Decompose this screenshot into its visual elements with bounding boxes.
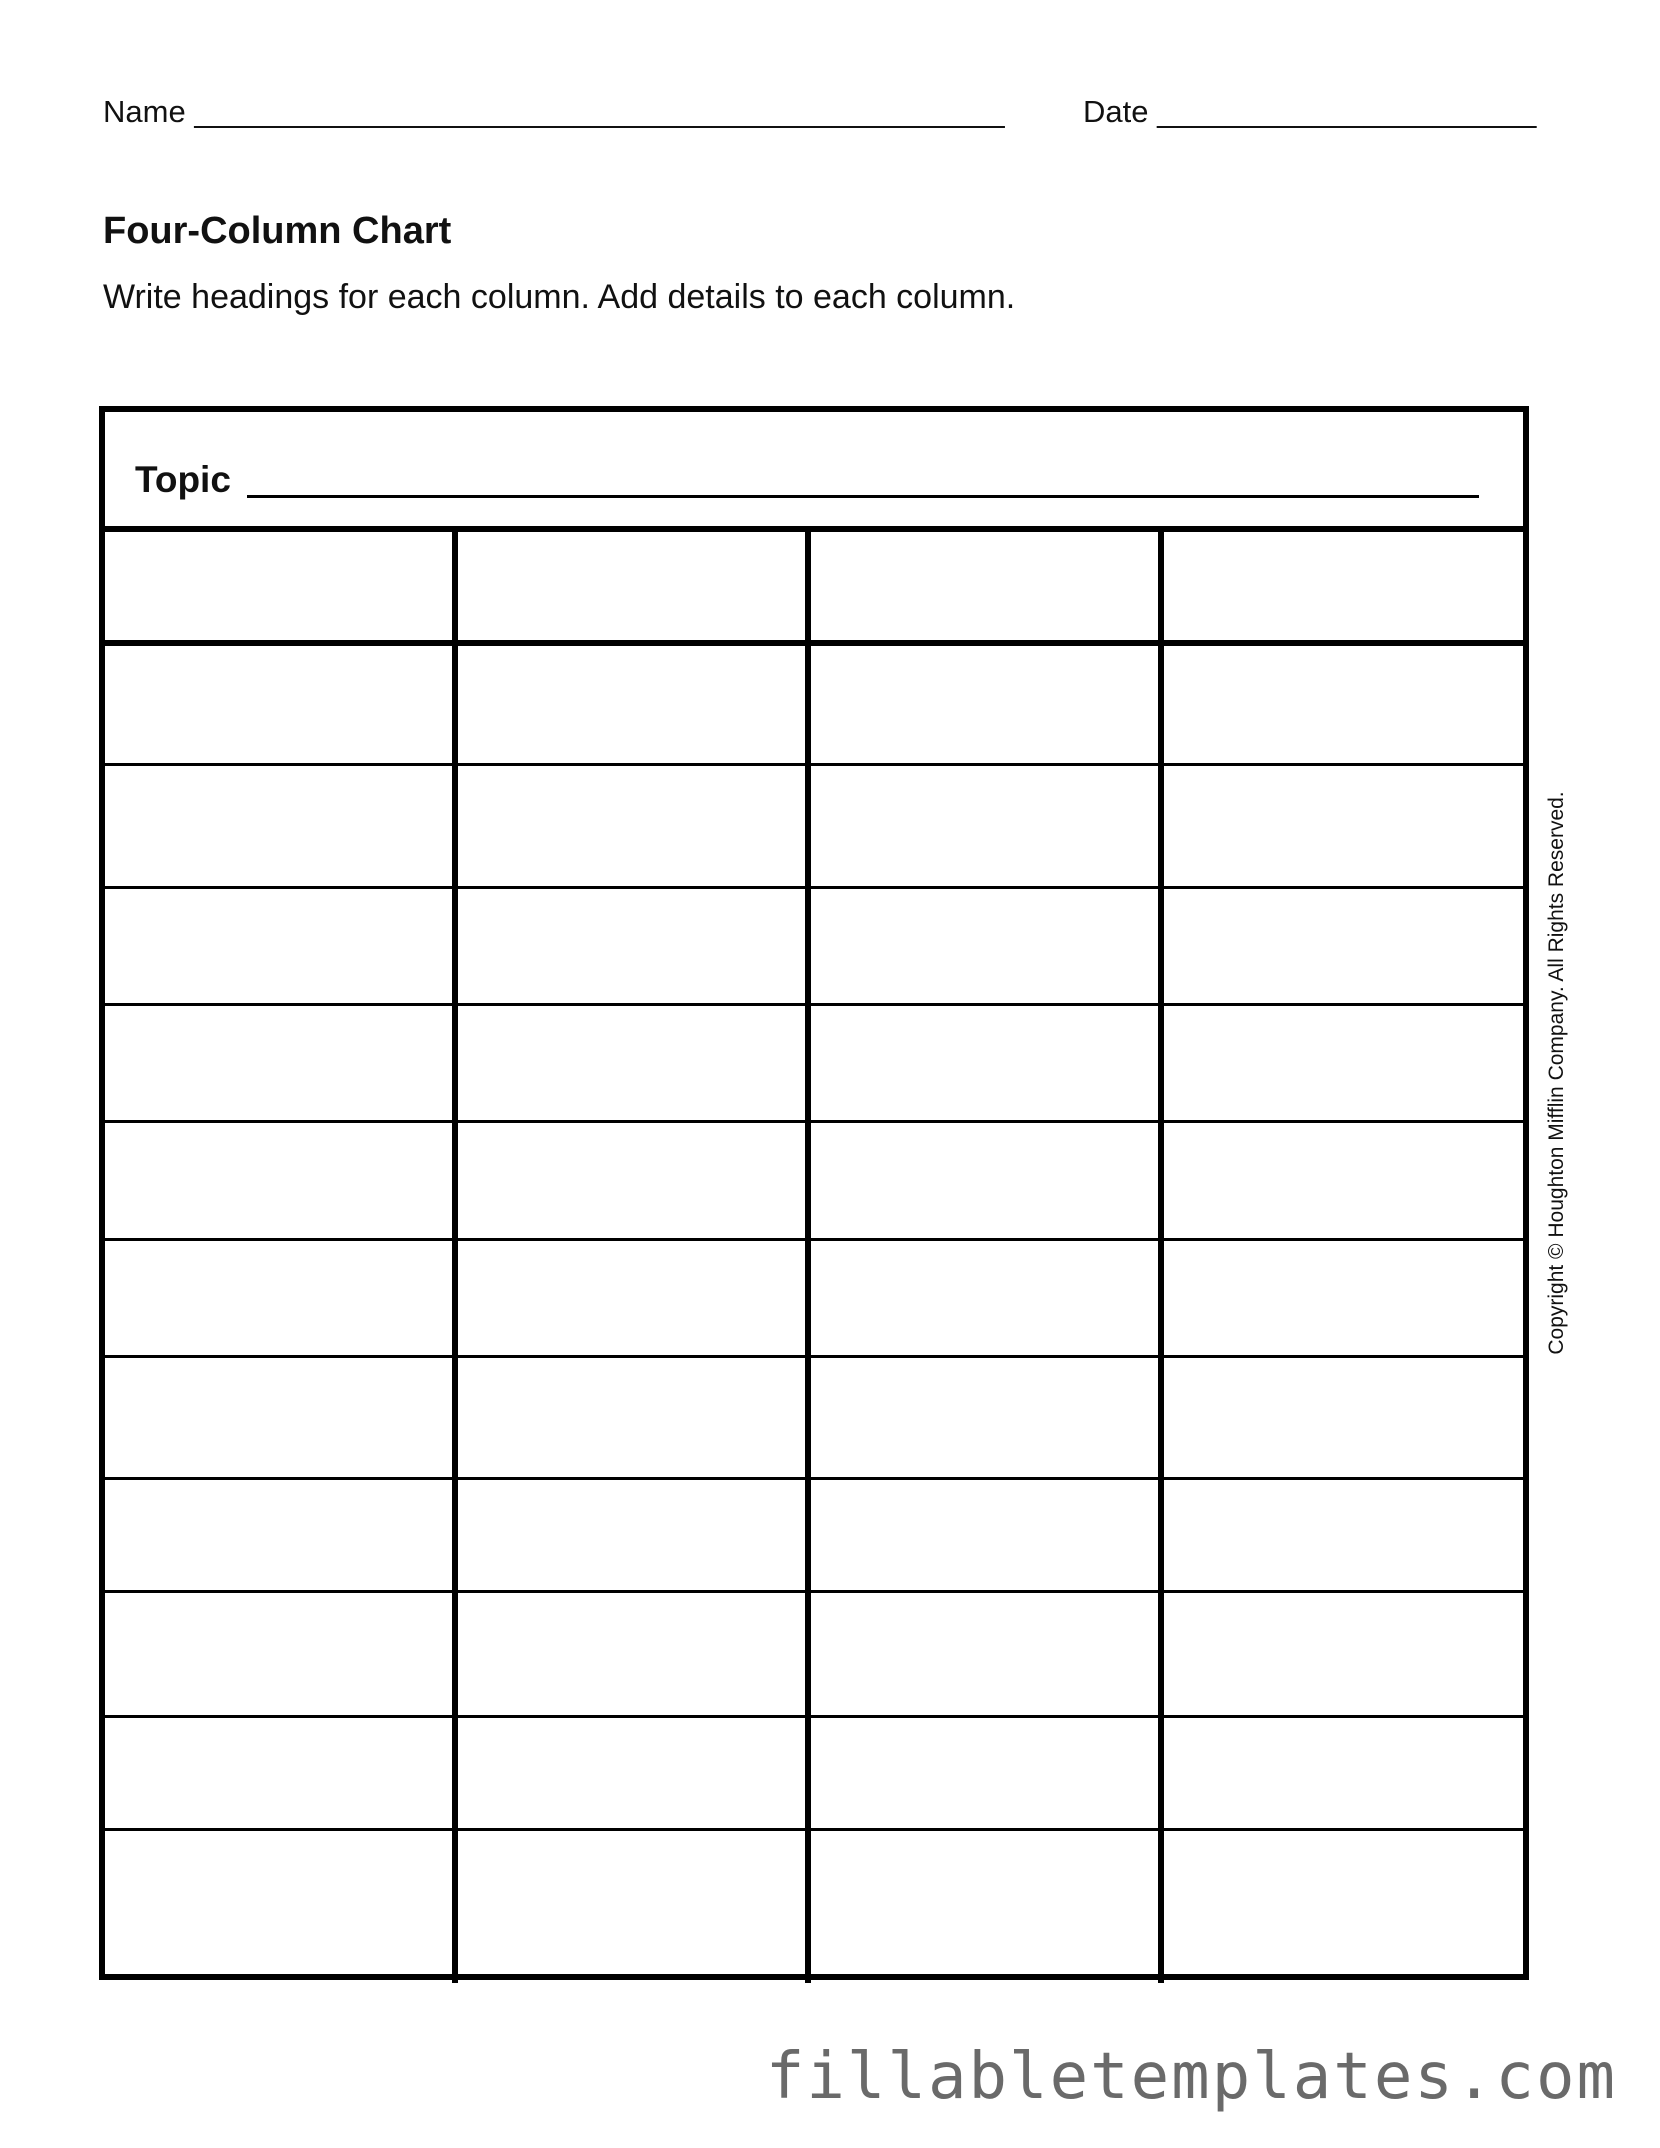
row-divider xyxy=(99,1355,1529,1358)
detail-cell[interactable] xyxy=(105,644,452,761)
detail-cell[interactable] xyxy=(105,1124,452,1236)
detail-cell[interactable] xyxy=(105,1359,452,1475)
topic-input-line[interactable] xyxy=(247,495,1479,498)
detail-cell[interactable] xyxy=(1164,644,1523,761)
detail-cell[interactable] xyxy=(458,1007,805,1118)
detail-cell[interactable] xyxy=(458,1481,805,1588)
detail-cell[interactable] xyxy=(811,1007,1158,1118)
detail-cell[interactable] xyxy=(811,1124,1158,1236)
detail-cell[interactable] xyxy=(1164,1124,1523,1236)
detail-cell[interactable] xyxy=(458,1594,805,1713)
row-divider xyxy=(99,1590,1529,1593)
detail-cell[interactable] xyxy=(458,1242,805,1353)
detail-cell[interactable] xyxy=(105,1719,452,1826)
detail-cell[interactable] xyxy=(458,1124,805,1236)
detail-cell[interactable] xyxy=(1164,1007,1523,1118)
detail-cell[interactable] xyxy=(811,1481,1158,1588)
row-divider xyxy=(99,1238,1529,1241)
column-heading-cell[interactable] xyxy=(458,536,805,638)
detail-cell[interactable] xyxy=(1164,890,1523,1001)
detail-cell[interactable] xyxy=(105,890,452,1001)
detail-cell[interactable] xyxy=(105,1242,452,1353)
date-label: Date xyxy=(1083,94,1149,129)
detail-cell[interactable] xyxy=(105,1594,452,1713)
row-divider xyxy=(99,763,1529,766)
row-divider-thick xyxy=(99,526,1529,532)
row-divider xyxy=(99,886,1529,889)
detail-cell[interactable] xyxy=(811,767,1158,884)
detail-cell[interactable] xyxy=(105,767,452,884)
detail-cell[interactable] xyxy=(1164,1359,1523,1475)
name-label: Name xyxy=(103,94,186,129)
detail-cell[interactable] xyxy=(1164,1719,1523,1826)
column-heading-cell[interactable] xyxy=(1164,536,1523,638)
detail-cell[interactable] xyxy=(811,890,1158,1001)
row-divider xyxy=(99,1120,1529,1123)
date-blank[interactable]: ______________________ xyxy=(1157,94,1537,129)
detail-cell[interactable] xyxy=(811,1242,1158,1353)
row-divider xyxy=(99,1828,1529,1831)
detail-cell[interactable] xyxy=(1164,1594,1523,1713)
detail-cell[interactable] xyxy=(1164,1242,1523,1353)
detail-cell[interactable] xyxy=(458,1832,805,1972)
detail-cell[interactable] xyxy=(1164,1832,1523,1972)
page-title: Four-Column Chart xyxy=(103,210,452,252)
date-field[interactable] xyxy=(1083,94,1536,130)
detail-cell[interactable] xyxy=(811,1832,1158,1972)
detail-cell[interactable] xyxy=(811,1719,1158,1826)
detail-cell[interactable] xyxy=(811,1359,1158,1475)
row-divider xyxy=(99,1715,1529,1718)
detail-cell[interactable] xyxy=(1164,767,1523,884)
name-field[interactable] xyxy=(103,94,1005,130)
detail-cell[interactable] xyxy=(458,890,805,1001)
copyright-notice: Copyright © Houghton Mifflin Company. All Rights Reserved. xyxy=(1545,791,1568,1355)
detail-cell[interactable] xyxy=(1164,1481,1523,1588)
detail-cell[interactable] xyxy=(105,1832,452,1972)
topic-label: Topic xyxy=(135,459,231,500)
instructions: Write headings for each column. Add details to each column. xyxy=(103,278,1016,316)
detail-cell[interactable] xyxy=(105,1007,452,1118)
column-heading-cell[interactable] xyxy=(105,536,452,638)
detail-cell[interactable] xyxy=(458,1359,805,1475)
watermark: fillabletemplates.com xyxy=(765,2040,1617,2114)
column-heading-cell[interactable] xyxy=(811,536,1158,638)
detail-cell[interactable] xyxy=(458,1719,805,1826)
detail-cell[interactable] xyxy=(811,1594,1158,1713)
name-blank[interactable]: _______________________________________________ xyxy=(194,94,1005,129)
row-divider xyxy=(99,1477,1529,1480)
detail-cell[interactable] xyxy=(458,644,805,761)
row-divider xyxy=(99,1003,1529,1006)
four-column-chart xyxy=(99,406,1529,1980)
detail-cell[interactable] xyxy=(811,644,1158,761)
detail-cell[interactable] xyxy=(458,767,805,884)
detail-cell[interactable] xyxy=(105,1481,452,1588)
